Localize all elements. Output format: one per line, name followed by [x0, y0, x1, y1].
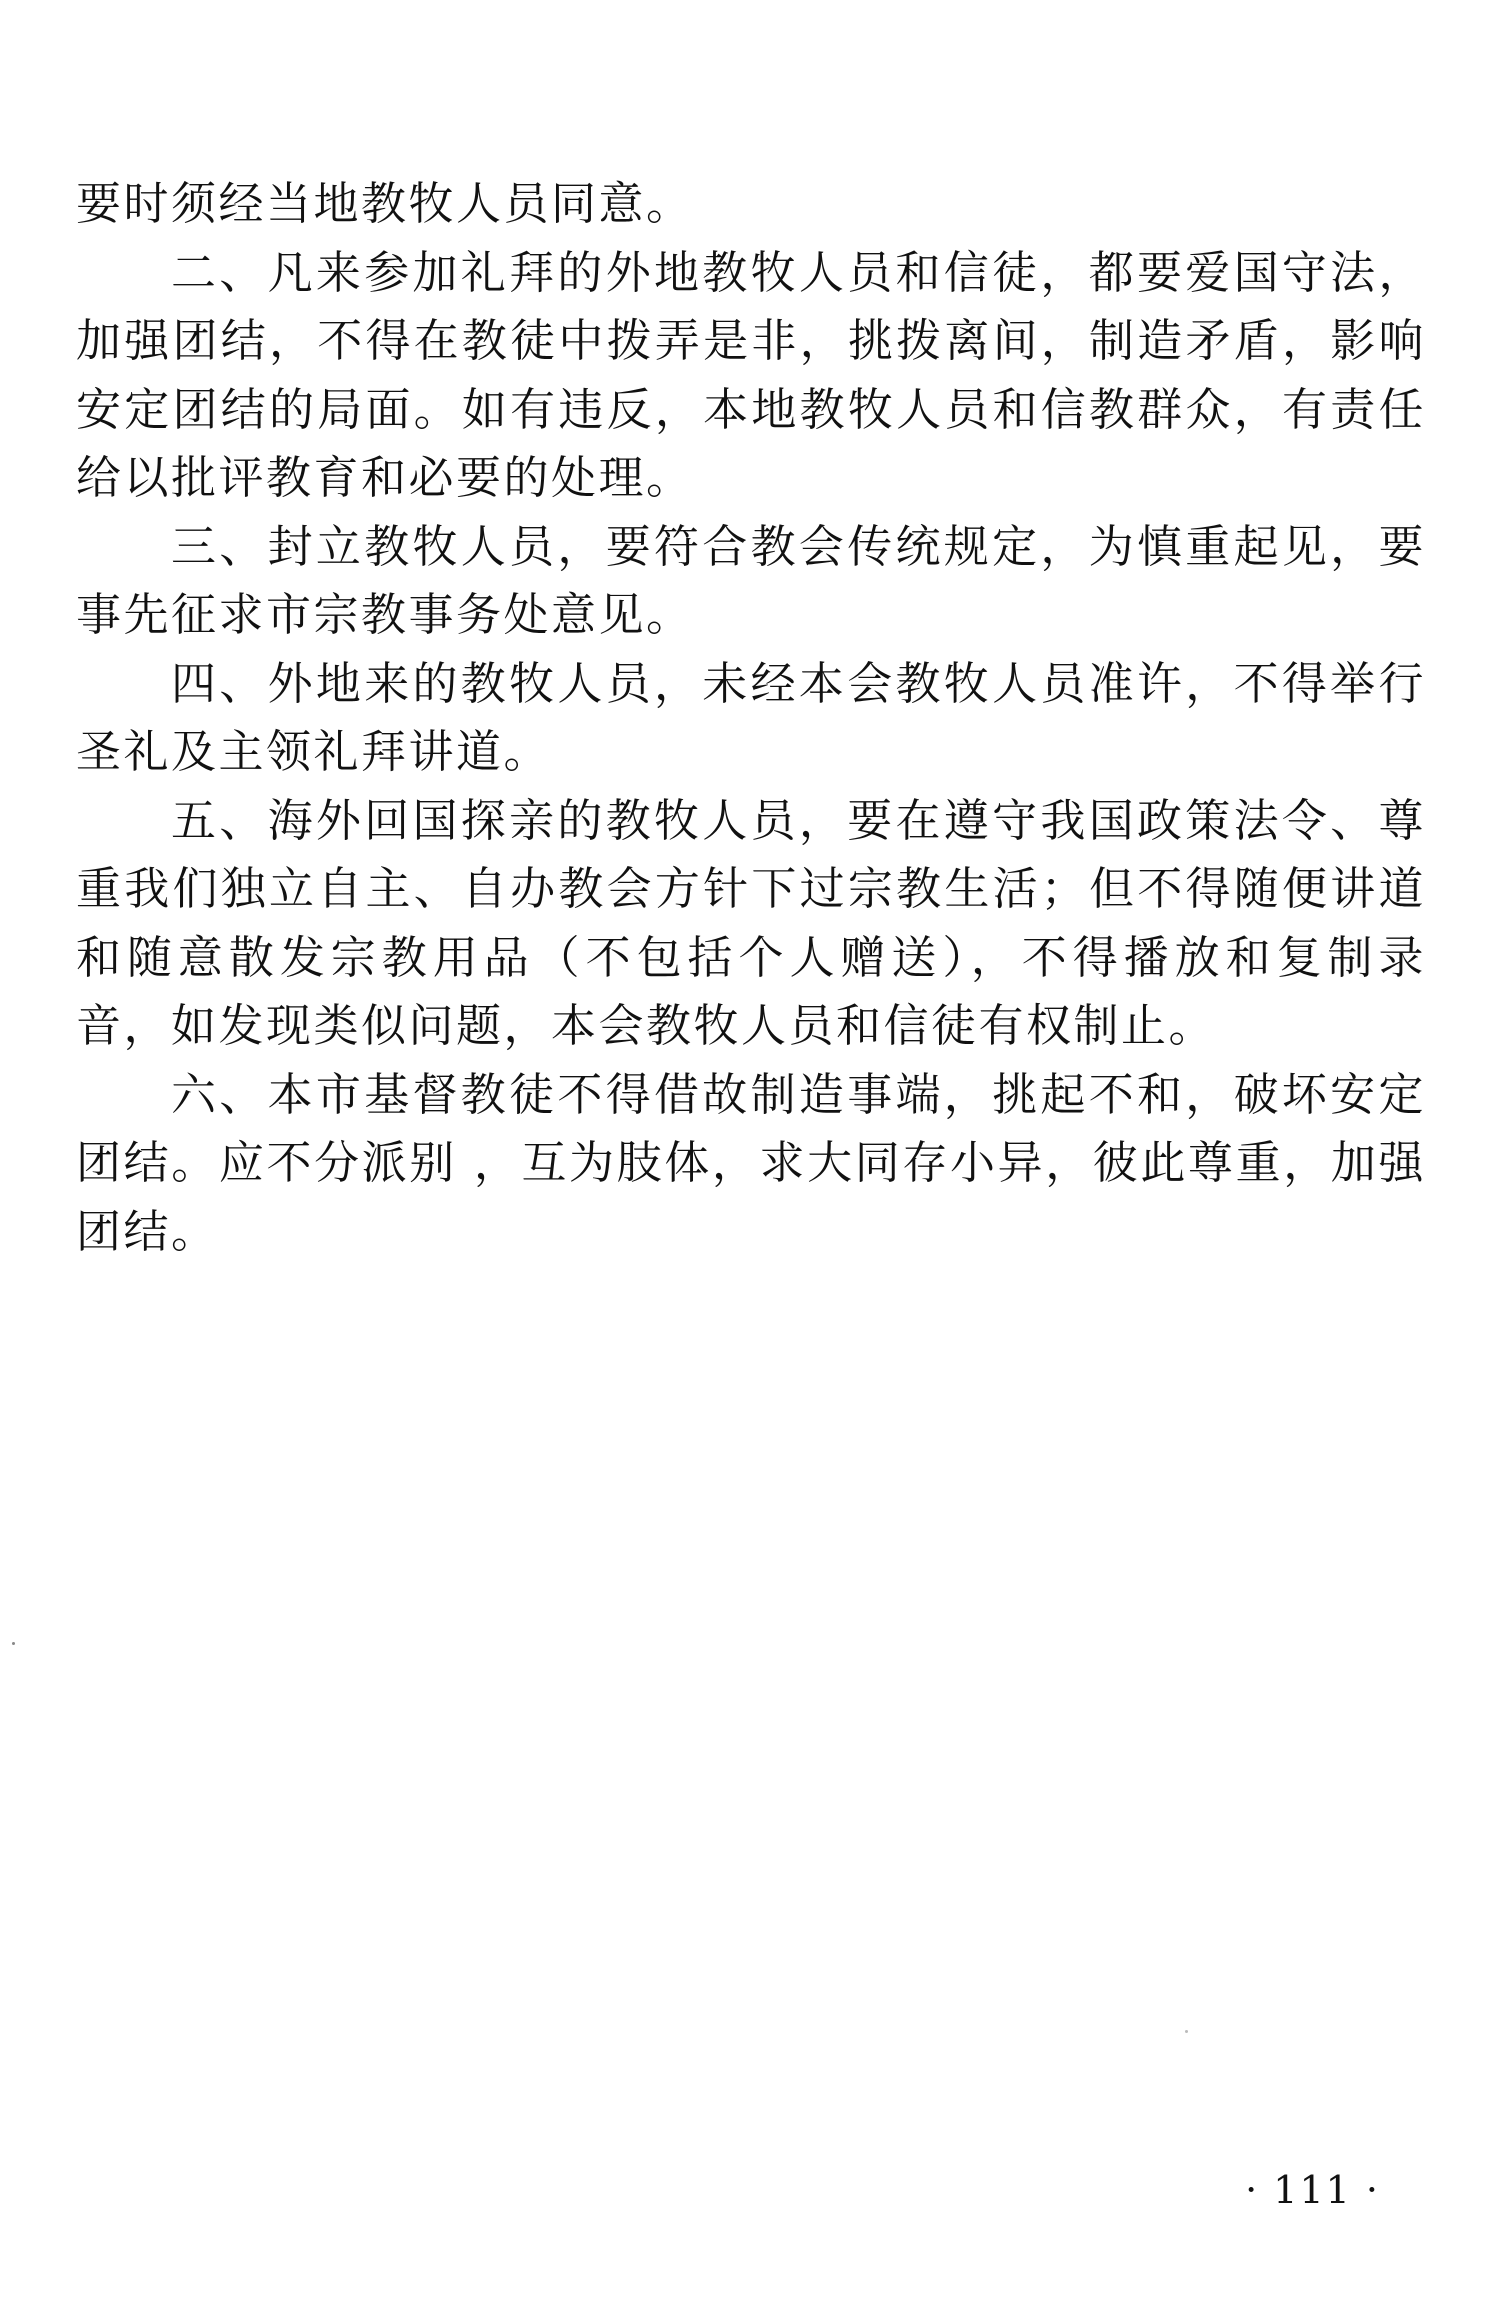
paragraph-item-6: 六、本市基督教徒不得借故制造事端，挑起不和，破坏安定团结。应不分派别 ，互为肢体，求大同存小异，彼此尊重，加强团结。 [76, 1067, 1426, 1258]
scan-speck [1185, 2030, 1188, 2033]
paragraph-item-2: 二、凡来参加礼拜的外地教牧人员和信徒，都要爱国守法，加强团结，不得在教徒中拨弄是非，挑拨离间，制造矛盾，影响安定团结的局面。如有违反，本地教牧人员和信教群众，有责任给以批评教育和必要的处理。 [76, 245, 1426, 504]
scan-speck [12, 1642, 15, 1645]
paragraph-item-4: 四、外地来的教牧人员，未经本会教牧人员准许，不得举行圣礼及主领礼拜讲道。 [76, 656, 1426, 778]
paragraph-item-5: 五、海外回国探亲的教牧人员，要在遵守我国政策法令、尊重我们独立自主、自办教会方针下过宗教生活；但不得随便讲道和随意散发宗教用品（不包括个人赠送），不得播放和复制录音，如发现类似问题，本会教牧人员和信徒有权制止。 [76, 793, 1426, 1052]
paragraph-item-3: 三、封立教牧人员，要符合教会传统规定，为慎重起见，要事先征求市宗教事务处意见。 [76, 519, 1426, 641]
body-text [76, 170, 1426, 1266]
paragraph-continuation: 要时须经当地教牧人员同意。 [76, 177, 694, 230]
page-number: · 111 · [1245, 2168, 1380, 2212]
